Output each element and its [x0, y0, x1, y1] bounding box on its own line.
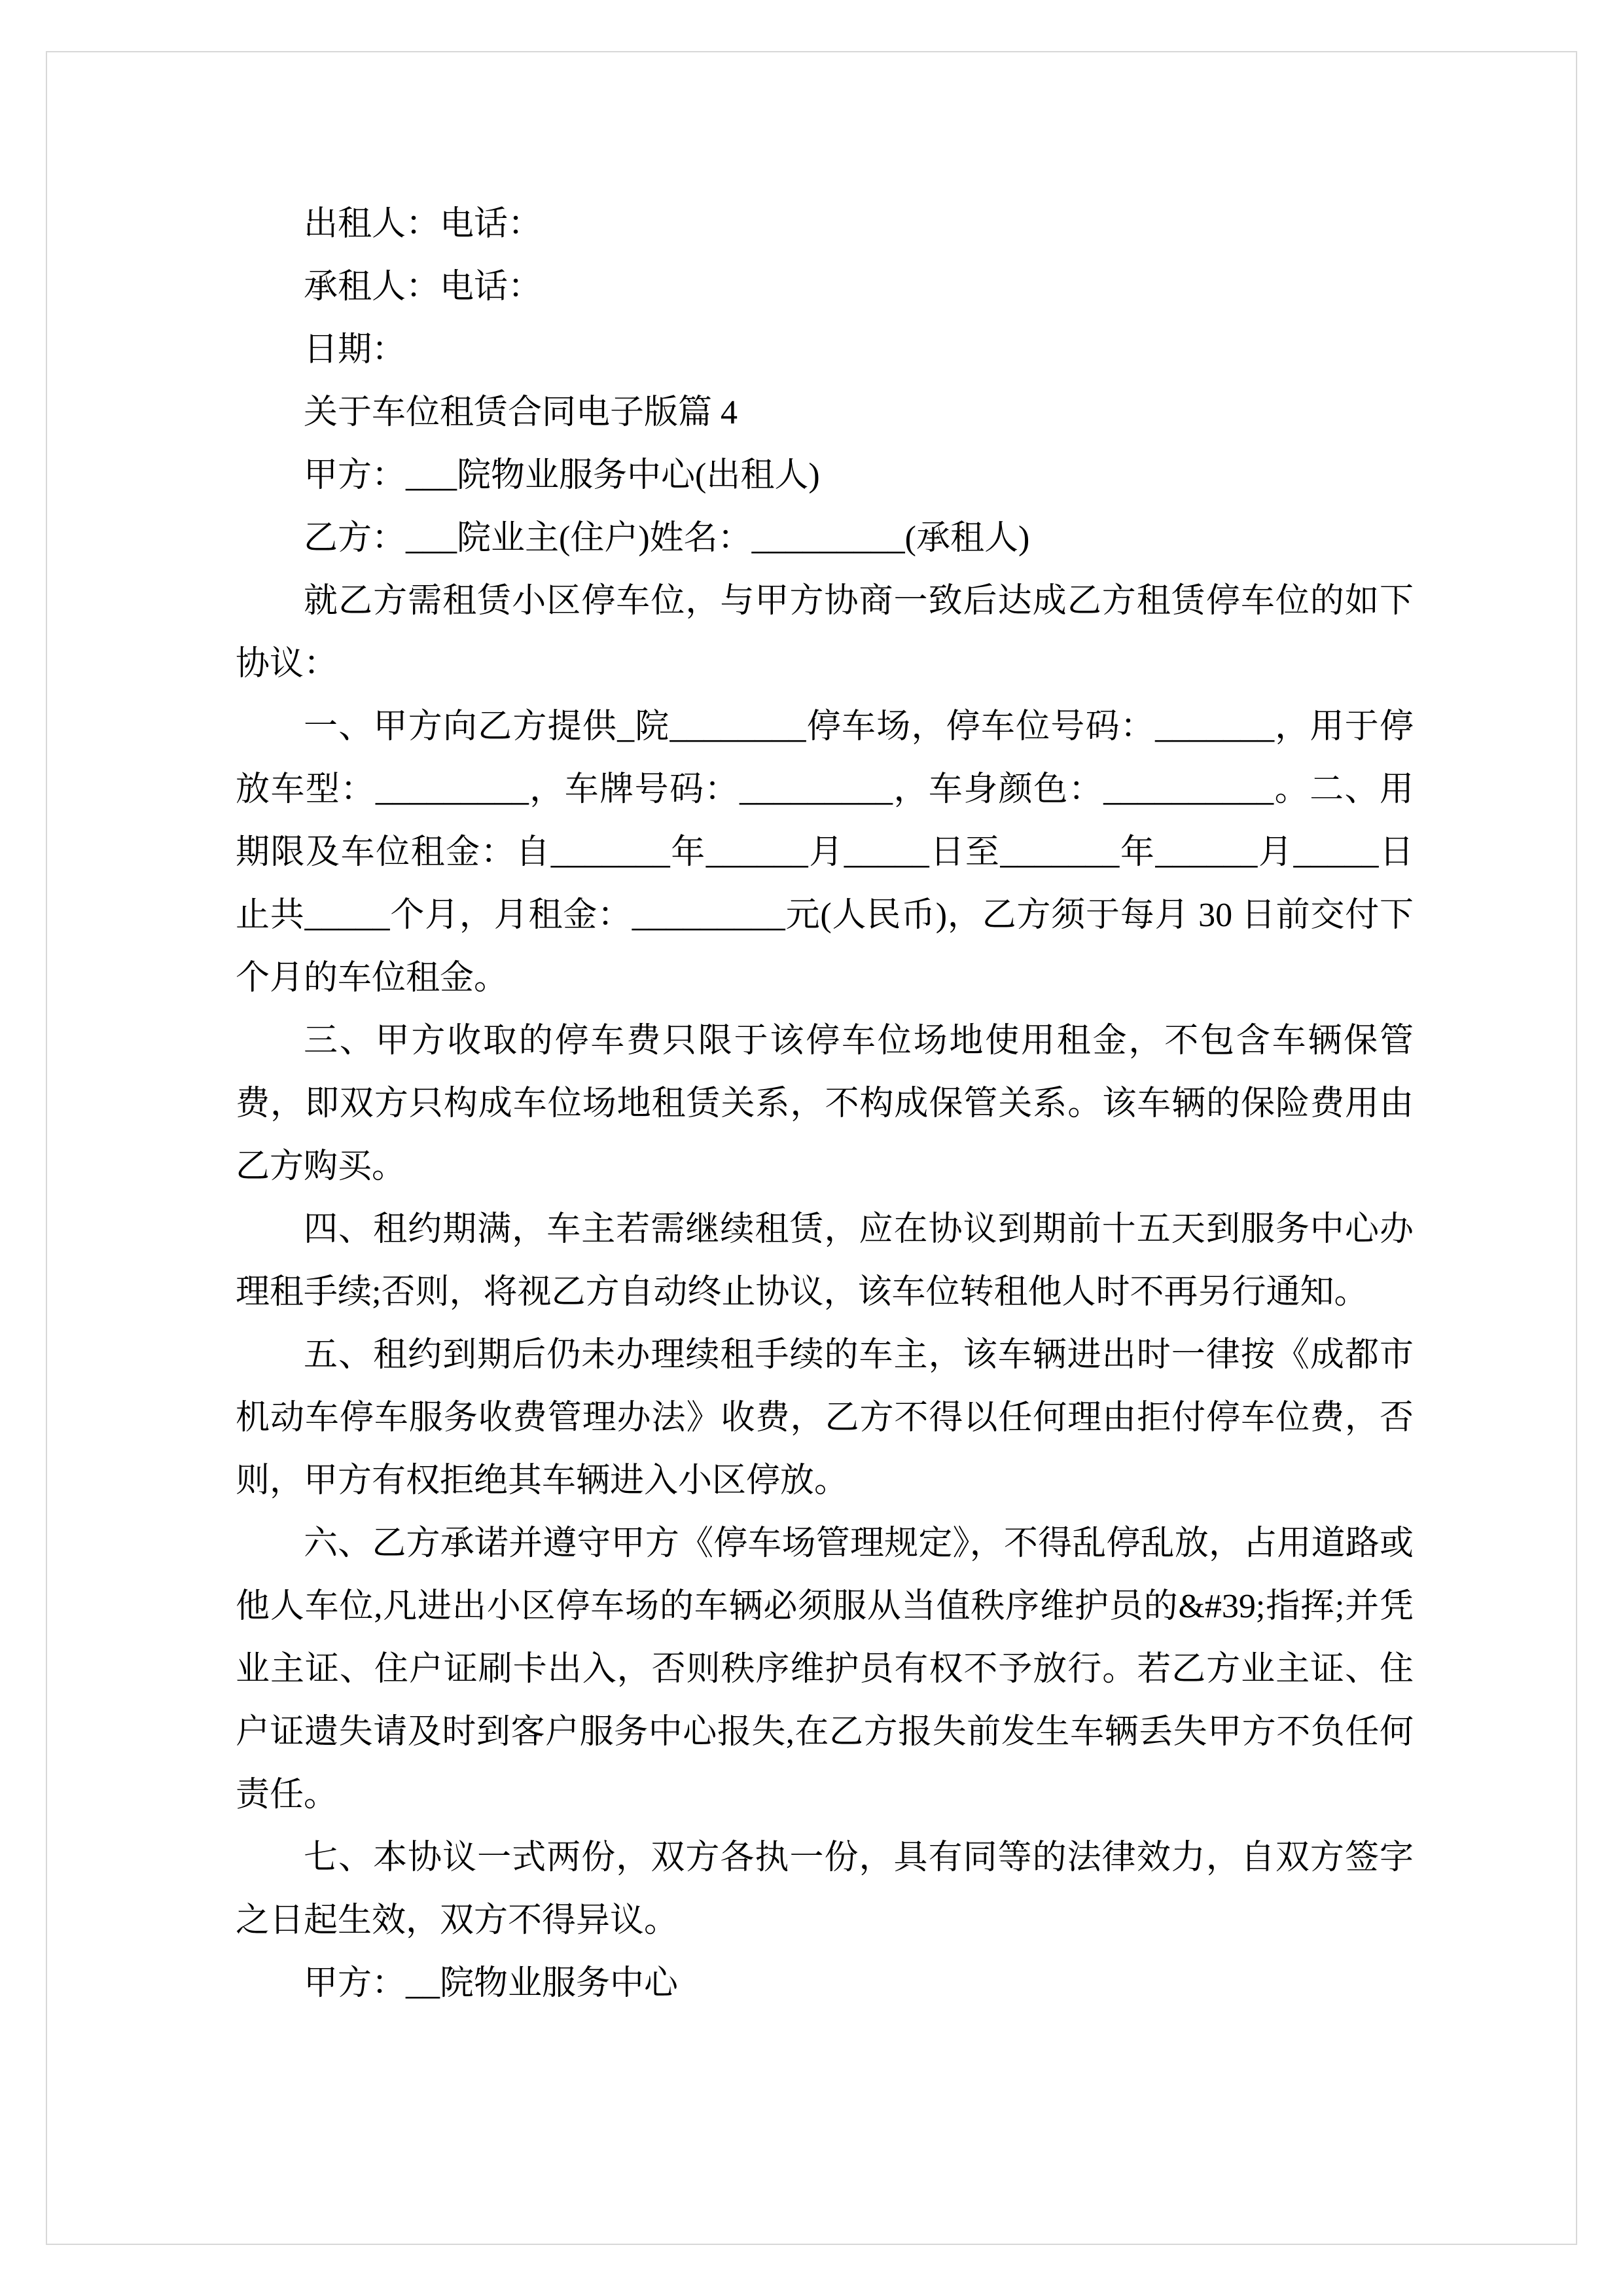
lessee-phone-line: 承租人：电话： — [304, 268, 543, 306]
party-b-line: 乙方：___院业主(住户)姓名：_________(承租人) — [304, 520, 1030, 557]
party-a-line: 甲方：___院物业服务中心(出租人) — [304, 457, 820, 494]
section-title: 关于车位租赁合同电子版篇 4 — [304, 394, 738, 431]
date-line: 日期： — [304, 331, 406, 368]
clause-3: 三、甲方收取的停车费只限于该停车位场地使用租金，不包含车辆保管费，即双方只构成车位场地租赁关系，不构成保管关系。该车辆的保险费用由乙方购买。 — [236, 1022, 1414, 1185]
clause-6: 六、乙方承诺并遵守甲方《停车场管理规定》，不得乱停乱放，占用道路或他人车位,凡进出小区停车场的车辆必须服从当值秩序维护员的&#39;指挥;并凭业主证、住户证刷卡出入，否则秩序维护员有权不予放行。若乙方业主证、住户证遗失请及时到客户服务中心报失,在乙方报失前发生车辆丢失甲方不负任何责任。 — [236, 1525, 1414, 1814]
lessor-phone-line: 出租人：电话： — [304, 206, 543, 243]
clause-5: 五、租约到期后仍未办理续租手续的车主，该车辆进出时一律按《成都市机动车停车服务收费管理办法》收费，乙方不得以任何理由拒付停车位费，否则，甲方有权拒绝其车辆进入小区停放。 — [236, 1336, 1414, 1499]
signature-party-a: 甲方：__院物业服务中心 — [304, 1965, 679, 2002]
contract-body — [236, 193, 1414, 2015]
clause-4: 四、租约期满，车主若需继续租赁，应在协议到期前十五天到服务中心办理租手续;否则，将视乙方自动终止协议，该车位转租他人时不再另行通知。 — [236, 1211, 1414, 1311]
clause-1-2: 一、甲方向乙方提供_院________停车场，停车位号码：_______，用于停放车型：_________，车牌号码：_________，车身颜色：__________。二、用期限及车位租金：自_______年______月_____日至_______年______月_____日止共_____个月，月租金：_________元(人民币)，乙方须于每月 30 日前交付下个月的车位租金。 — [236, 708, 1414, 997]
preamble-paragraph: 就乙方需租赁小区停车位，与甲方协商一致后达成乙方租赁停车位的如下协议： — [236, 583, 1414, 683]
clause-7: 七、本协议一式两份，双方各执一份，具有同等的法律效力，自双方签字之日起生效，双方不得异议。 — [236, 1839, 1414, 1939]
